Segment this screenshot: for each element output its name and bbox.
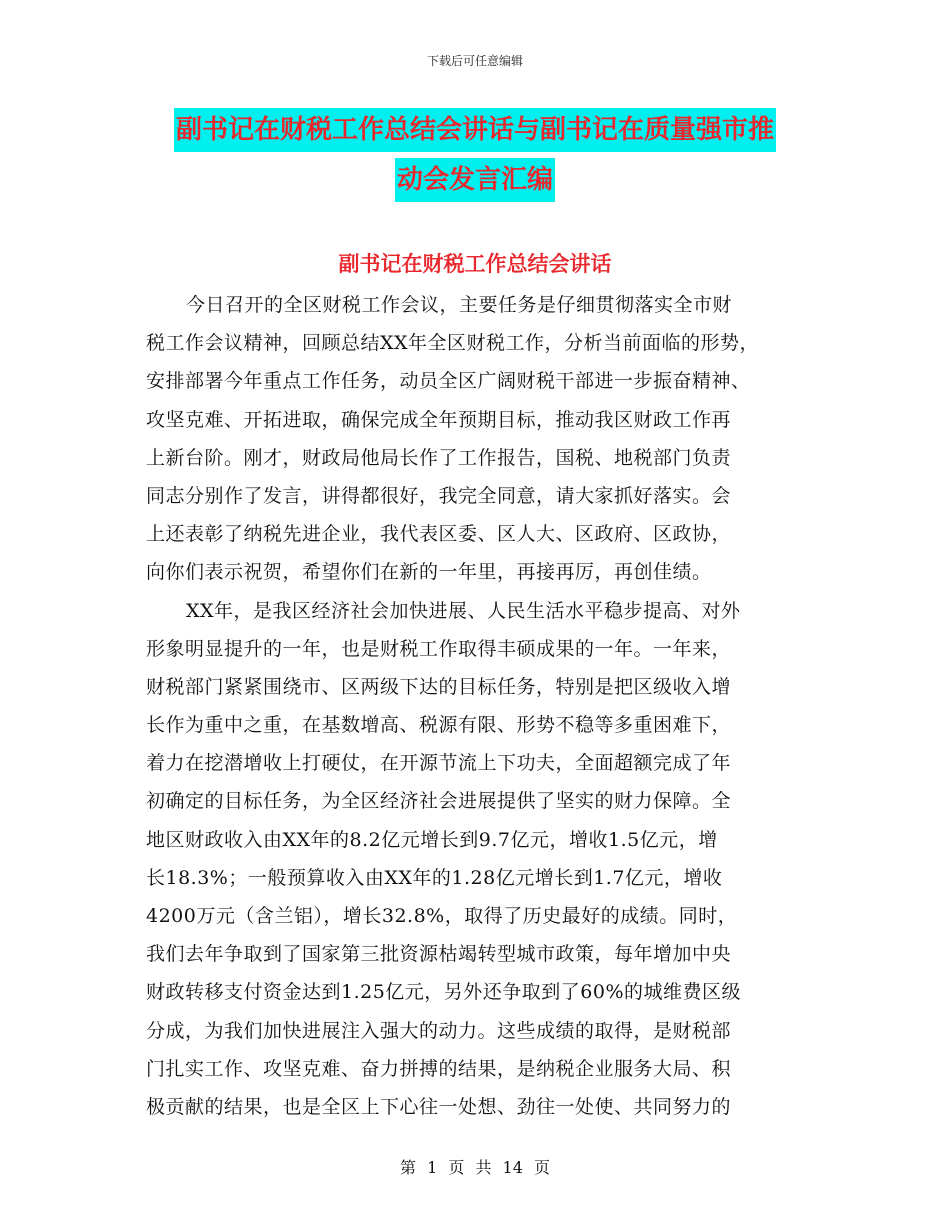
paragraph-line: 长18.3%；一般预算收入由XX年的1.28亿元增长到1.7亿元，增收 (146, 866, 723, 889)
paragraph-line: 税工作会议精神，回顾总结XX年全区财税工作，分析当前面临的形势， (146, 332, 760, 355)
paragraph-line: 今日召开的全区财税工作会议，主要任务是仔细贯彻落实全市财 (186, 294, 733, 316)
title-line-1: 副书记在财税工作总结会讲话与副书记在质量强市推 (174, 108, 776, 152)
page-number: 第 1 页 共 14 页 (400, 1158, 550, 1177)
paragraph-line: 上还表彰了纳税先进企业，我代表区委、区人大、区政府、区政协， (146, 523, 732, 546)
paragraph-line: 同志分别作了发言，讲得都很好，我完全同意，请大家抓好落实。会 (146, 484, 732, 507)
paragraph-line: 我们去年争取到了国家第三批资源枯竭转型城市政策，每年增加中央 (146, 943, 732, 966)
paragraph-line: 财政转移支付资金达到1.25亿元，另外还争取到了60%的城维费区级 (146, 981, 742, 1004)
body-text (146, 286, 806, 1126)
document-title (0, 108, 950, 208)
paragraph-line: 上新台阶。刚才，财政局他局长作了工作报告，国税、地税部门负责 (146, 446, 732, 469)
paragraph-line: 着力在挖潜增收上打硬仗，在开源节流上下功夫，全面超额完成了年 (146, 752, 732, 775)
paragraph-line: 门扎实工作、攻坚克难、奋力拼搏的结果，是纳税企业服务大局、积 (146, 1057, 732, 1080)
paragraph-line: 极贡献的结果，也是全区上下心往一处想、劲往一处使、共同努力的 (146, 1095, 732, 1118)
paragraph-line: 地区财政收入由XX年的8.2亿元增长到9.7亿元，增收1.5亿元，增 (146, 828, 718, 851)
paragraph-line: 分成，为我们加快进展注入强大的动力。这些成绩的取得，是财税部 (146, 1019, 732, 1042)
paragraph-line: 财税部门紧紧围绕市、区两级下达的目标任务，特别是把区级收入增 (146, 675, 732, 698)
paragraph-line: XX年，是我区经济社会加快进展、人民生活水平稳步提高、对外 (186, 599, 741, 622)
paragraph-line: 初确定的目标任务，为全区经济社会进展提供了坚实的财力保障。全 (146, 790, 732, 813)
title-line-2: 动会发言汇编 (395, 158, 555, 202)
paragraph-line: 形象明显提升的一年，也是财税工作取得丰硕成果的一年。一年来， (146, 637, 732, 660)
paragraph-line: 攻坚克难、开拓进取，确保完成全年预期目标，推动我区财政工作再 (146, 408, 732, 431)
section-title: 副书记在财税工作总结会讲话 (338, 252, 612, 276)
paragraph-line: 安排部署今年重点工作任务，动员全区广阔财税干部进一步振奋精神、 (146, 370, 751, 393)
paragraph-line: 4200万元（含兰铝），增长32.8%，取得了历史最好的成绩。同时， (146, 905, 738, 927)
paragraph-line: 向你们表示祝贺，希望你们在新的一年里，再接再厉，再创佳绩。 (146, 561, 712, 584)
header-note: 下载后可任意编辑 (426, 54, 523, 68)
paragraph-line: 长作为重中之重，在基数增高、税源有限、形势不稳等多重困难下， (146, 714, 732, 737)
